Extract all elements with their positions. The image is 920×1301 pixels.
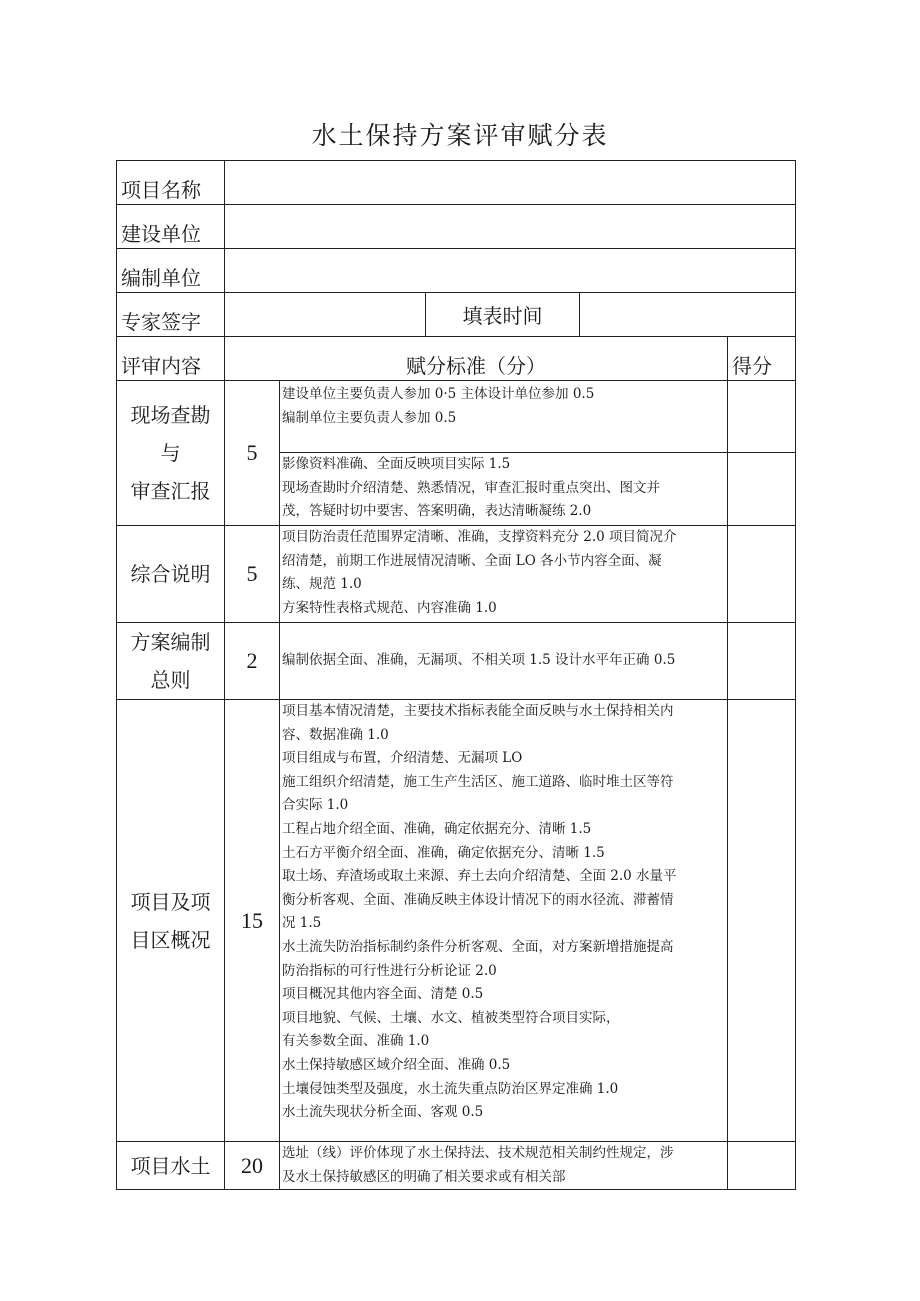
fill-time-field[interactable] [580, 293, 796, 337]
section-points: 20 [225, 1142, 280, 1190]
fill-time-label: 填表时间 [426, 293, 580, 337]
header-row [117, 337, 796, 381]
section-name-line: 审查汇报 [130, 479, 211, 503]
criteria-line: 水土保持敏感区域介绍全面、准确 0.5 [282, 1056, 511, 1073]
section-name [117, 526, 225, 623]
criteria-line: 项目组成与布置，介绍清楚、无漏项 LO [282, 750, 523, 767]
criteria-cell [280, 381, 728, 453]
criteria-line: 取土场、弃渣场或取土来源、弃土去向介绍清楚、全面 2.0 水量平 [282, 868, 677, 885]
section-name-line: 现场查勘 [130, 403, 211, 427]
score-input[interactable] [728, 623, 796, 700]
section-name [117, 623, 225, 700]
review-score-table [116, 160, 796, 1190]
section-name [117, 700, 225, 1142]
score-input[interactable] [728, 381, 796, 453]
criteria-line: 现场查勘时介绍清楚、熟悉情况，审查汇报时重点突出、图文并 [282, 479, 660, 496]
section-name-line: 总则 [150, 668, 191, 692]
section-row-summary [117, 526, 796, 623]
section-row-project-overview [117, 700, 796, 1142]
criteria-line: 况 1.5 [282, 915, 322, 932]
criteria-line: 茂，答疑时切中要害、答案明确，表达清晰凝练 2.0 [282, 503, 592, 520]
criteria-line: 土壤侵蚀类型及强度，水土流失重点防治区界定准确 1.0 [282, 1080, 619, 1097]
criteria-line: 建设单位主要负责人参加 0·5 主体设计单位参加 0.5 [282, 386, 595, 402]
info-row-expert [117, 293, 796, 337]
criteria-line: 合实际 1.0 [282, 797, 349, 814]
compiler-label: 编制单位 [117, 249, 225, 293]
info-row-compiler [117, 249, 796, 293]
section-points: 5 [225, 381, 280, 526]
score-input[interactable] [728, 526, 796, 623]
criteria-line: 练、规范 1.0 [282, 576, 362, 593]
section-row-soil-water [117, 1142, 796, 1190]
section-row-general-principles [117, 623, 796, 700]
criteria-line: 项目防治责任范围界定清晰、准确，支撑资料充分 2.0 项目简况介 [282, 529, 677, 545]
info-row-project-name [117, 161, 796, 205]
criteria-line: 及水土保持敏感区的明确了相关要求或有相关部 [282, 1168, 566, 1185]
section-name-line: 项目及项 [130, 889, 211, 914]
criteria-line: 衡分析客观、全面、准确反映主体设计情况下的雨水径流、滞蓄情 [282, 891, 674, 908]
section-name-line: 项目水土 [130, 1153, 211, 1178]
page-title: 水土保持方案评审赋分表 [311, 121, 609, 150]
criteria-line: 方案特性表格式规范、内容准确 1.0 [282, 599, 497, 616]
criteria-header: 赋分标准（分） [225, 337, 728, 381]
section-name-line: 方案编制 [130, 630, 211, 654]
expert-sign-field[interactable] [225, 293, 426, 337]
criteria-cell [280, 623, 728, 700]
criteria-cell [280, 453, 728, 526]
criteria-line: 项目地貌、气候、土壤、水文、植被类型符合项目实际， [282, 1009, 620, 1026]
criteria-line: 施工组织介绍清楚，施工生产生活区、施工道路、临时堆土区等符 [282, 773, 674, 790]
builder-field[interactable] [225, 205, 796, 249]
criteria-line: 选址（线）评价体现了水土保持法、技术规范相关制约性规定，涉 [282, 1145, 674, 1161]
info-row-builder [117, 205, 796, 249]
section-name [117, 1142, 225, 1190]
score-header: 得分 [728, 337, 796, 381]
criteria-line: 项目概况其他内容全面、清楚 0.5 [282, 986, 484, 1003]
criteria-line: 水土流失防治指标制约条件分析客观、全面，对方案新增措施提高 [282, 938, 674, 955]
criteria-line: 容、数据准确 1.0 [282, 726, 389, 743]
criteria-line: 影像资料准确、全面反映项目实际 1.5 [282, 456, 511, 472]
criteria-line: 编制单位主要负责人参加 0.5 [282, 409, 457, 426]
section-name-line: 与 [160, 441, 181, 465]
score-input[interactable] [728, 1142, 796, 1190]
criteria-line: 工程占地介绍全面、准确，确定依据充分、清晰 1.5 [282, 820, 592, 837]
builder-label: 建设单位 [117, 205, 225, 249]
project-name-field[interactable] [225, 161, 796, 205]
section-row-site-survey-a [117, 381, 796, 453]
section-name-line: 目区概况 [130, 927, 211, 952]
score-input[interactable] [728, 700, 796, 1142]
expert-sign-label: 专家签字 [117, 293, 225, 337]
section-name [117, 381, 225, 526]
criteria-line: 绍清楚，前期工作进展情况清晰、全面 LO 各小节内容全面、凝 [282, 552, 662, 569]
criteria-line: 水土流失现状分析全面、客观 0.5 [282, 1104, 484, 1121]
criteria-line: 土石方平衡介绍全面、准确，确定依据充分、清晰 1.5 [282, 844, 605, 861]
compiler-field[interactable] [225, 249, 796, 293]
section-name-line: 综合说明 [130, 562, 211, 586]
criteria-line: 有关参数全面、准确 1.0 [282, 1033, 430, 1050]
criteria-line: 编制依据全面、准确，无漏项、不相关项 1.5 设计水平年正确 0.5 [282, 652, 676, 669]
criteria-line: 项目基本情况清楚，主要技术指标表能全面反映与水土保持相关内 [282, 703, 674, 719]
project-name-label: 项目名称 [117, 161, 225, 205]
section-points: 2 [225, 623, 280, 700]
criteria-cell [280, 700, 728, 1142]
content-header: 评审内容 [117, 337, 225, 381]
criteria-line: 防治指标的可行性进行分析论证 2.0 [282, 962, 497, 979]
score-input[interactable] [728, 453, 796, 526]
criteria-cell [280, 526, 728, 623]
section-points: 15 [225, 700, 280, 1142]
criteria-cell [280, 1142, 728, 1190]
section-points: 5 [225, 526, 280, 623]
